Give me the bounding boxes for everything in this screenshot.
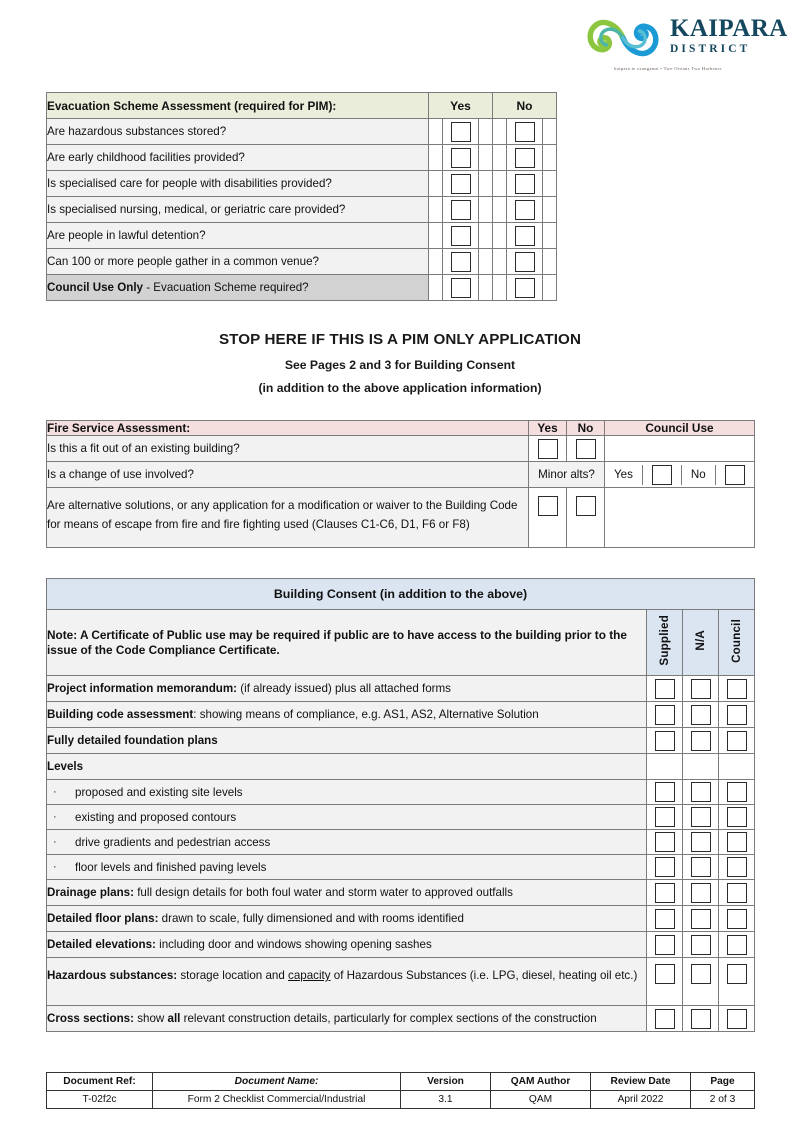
spacer-cell <box>543 223 557 249</box>
footer-header-qam-author: QAM Author <box>491 1073 591 1091</box>
spacer-cell <box>479 249 493 275</box>
checklist-item-bold: Fully detailed foundation plans <box>47 734 218 747</box>
table-row <box>47 830 755 855</box>
spacer-cell <box>479 223 493 249</box>
checklist-item-rest: full design details for both foul water and storm water to approved outfalls <box>133 886 513 899</box>
column-header-no: No <box>567 421 605 436</box>
council-use-only-bold: Council Use Only <box>47 280 143 294</box>
spacer-cell <box>493 275 507 301</box>
checkbox[interactable] <box>691 731 711 751</box>
checklist-bullet-item <box>47 780 647 805</box>
checklist-bullet-label: existing and proposed contours <box>75 810 237 824</box>
checkbox-cell-yes[interactable] <box>443 145 479 171</box>
spacer-cell <box>493 119 507 145</box>
footer-value-document-ref: T-02f2c <box>47 1091 153 1109</box>
checkbox[interactable] <box>727 964 747 984</box>
column-header-council-use: Council Use <box>605 421 755 436</box>
checkbox-cell-no[interactable] <box>567 488 605 548</box>
footer-value-review-date: April 2022 <box>591 1091 691 1109</box>
footer-value-qam-author: QAM <box>491 1091 591 1109</box>
checkbox-cell-council[interactable] <box>719 958 755 1006</box>
checkbox[interactable] <box>655 883 675 903</box>
checkbox[interactable] <box>655 1009 675 1029</box>
document-footer-table <box>46 1072 755 1109</box>
question-label: Is specialised care for people with disabilities provided? <box>47 171 429 197</box>
evacuation-scheme-table <box>46 92 557 301</box>
checklist-item-bold: Detailed elevations: <box>47 938 156 951</box>
spacer-cell <box>429 249 443 275</box>
checkbox-cell-yes[interactable] <box>443 275 479 301</box>
question-label: Are people in lawful detention? <box>47 223 429 249</box>
footer-header-document-ref: Document Ref: <box>47 1073 153 1091</box>
spacer-cell <box>429 145 443 171</box>
checkbox-cell-supplied[interactable] <box>647 880 683 906</box>
checkbox[interactable] <box>538 496 558 516</box>
checkbox-cell-council[interactable] <box>719 728 755 754</box>
spacer-cell <box>543 119 557 145</box>
checkbox[interactable] <box>576 439 596 459</box>
checkbox-cell-na[interactable] <box>683 855 719 880</box>
footer-value-page: 2 of 3 <box>691 1091 755 1109</box>
checkbox-cell-na[interactable] <box>683 805 719 830</box>
checkbox-cell-na[interactable] <box>683 1006 719 1032</box>
checkbox-cell-council-yes[interactable] <box>643 465 681 485</box>
question-label: Is specialised nursing, medical, or geriatric care provided? <box>47 197 429 223</box>
checkbox-cell-no[interactable] <box>507 197 543 223</box>
question-label: Is this a fit out of an existing building? <box>47 436 529 462</box>
checkbox-cell-na[interactable] <box>683 958 719 1006</box>
checkbox-cell-council[interactable] <box>719 1006 755 1032</box>
checklist-item-rest: including door and windows showing opening sashes <box>155 938 432 951</box>
stop-notice-subline-1: See Pages 2 and 3 for Building Consent <box>284 358 516 372</box>
question-label: Can 100 or more people gather in a common venue? <box>47 249 429 275</box>
checkbox[interactable] <box>691 935 711 955</box>
column-header-na-label: N/A <box>693 630 707 651</box>
table-row <box>47 1006 755 1032</box>
checkbox[interactable] <box>451 226 471 246</box>
checkbox[interactable] <box>515 226 535 246</box>
public-use-note: Note: A Certificate of Public use may be required if public are to have access to the building prior to the issue of the Code Compliance Certificate. <box>47 610 647 676</box>
checkbox-cell-yes[interactable] <box>443 171 479 197</box>
checkbox[interactable] <box>515 174 535 194</box>
checkbox-cell-supplied[interactable] <box>647 906 683 932</box>
checkbox[interactable] <box>576 496 596 516</box>
checkbox[interactable] <box>691 832 711 852</box>
council-yes-label: Yes <box>614 467 633 481</box>
checkbox[interactable] <box>655 909 675 929</box>
table-row <box>47 249 557 275</box>
footer-header-page: Page <box>691 1073 755 1091</box>
checkbox[interactable] <box>515 148 535 168</box>
checkbox[interactable] <box>691 807 711 827</box>
checkbox-cell-council-no[interactable] <box>716 465 754 485</box>
column-header-supplied <box>647 610 683 676</box>
council-use-yes-no-cell <box>605 462 755 488</box>
checkbox-cell-na[interactable] <box>683 702 719 728</box>
checklist-item-underlined: capacity <box>288 969 331 982</box>
spacer-cell <box>479 119 493 145</box>
spacer-cell <box>543 275 557 301</box>
checkbox-cell-council[interactable] <box>719 676 755 702</box>
checklist-bullet-label: proposed and existing site levels <box>75 785 243 799</box>
spacer-cell <box>429 223 443 249</box>
council-no-label: No <box>690 467 706 481</box>
minor-alts-label: Minor alts? <box>529 462 605 488</box>
table-header-row <box>47 93 557 119</box>
table-row <box>47 223 557 249</box>
evacuation-header-label: Evacuation Scheme Assessment (required for PIM): <box>47 93 429 119</box>
checkbox-cell-council[interactable] <box>719 906 755 932</box>
checkbox-cell-supplied[interactable] <box>647 805 683 830</box>
checkbox[interactable] <box>515 200 535 220</box>
checkbox-cell-yes[interactable] <box>443 223 479 249</box>
checkbox[interactable] <box>655 832 675 852</box>
bullet-icon: · <box>53 810 57 823</box>
building-consent-title-row <box>47 579 755 610</box>
checkbox-cell-supplied[interactable] <box>647 702 683 728</box>
checkbox-cell-no[interactable] <box>507 145 543 171</box>
checkbox[interactable] <box>655 782 675 802</box>
kaipara-district-logo <box>578 10 788 80</box>
checkbox[interactable] <box>515 252 535 272</box>
table-row <box>47 728 755 754</box>
footer-header-row <box>47 1073 755 1091</box>
question-label: Are alternative solutions, or any application for a modification or waiver to the Building Code for means of escape from fire and fire fighting used (Clauses C1-C6, D1, F6 or F8) <box>47 488 529 548</box>
checkbox-cell-council[interactable] <box>719 780 755 805</box>
checkbox-cell-supplied[interactable] <box>647 958 683 1006</box>
spacer-cell <box>429 275 443 301</box>
checkbox-cell-na[interactable] <box>683 906 719 932</box>
checkbox-cell-no[interactable] <box>507 223 543 249</box>
council-use-only-label <box>47 275 429 301</box>
checkbox-cell-na[interactable] <box>683 728 719 754</box>
checklist-item-bold: Building code assessment <box>47 708 194 721</box>
checkbox-cell-yes[interactable] <box>529 488 567 548</box>
checklist-bullet-label: drive gradients and pedestrian access <box>75 835 271 849</box>
logo-name-secondary: DISTRICT <box>670 43 751 55</box>
checkbox-cell-supplied[interactable] <box>647 855 683 880</box>
table-row <box>47 676 755 702</box>
checklist-item-label <box>47 906 647 932</box>
checkbox[interactable] <box>727 857 747 877</box>
checkbox-cell-na[interactable] <box>683 676 719 702</box>
checklist-item-bold: Project information memorandum: <box>47 682 238 695</box>
spacer-cell <box>493 197 507 223</box>
checklist-item-rest: : showing means of compliance, e.g. AS1, AS2, Alternative Solution <box>193 708 539 721</box>
checkbox-cell-supplied[interactable] <box>647 780 683 805</box>
checklist-item-rest-a: show <box>133 1012 168 1025</box>
checkbox-cell-supplied[interactable] <box>647 830 683 855</box>
checklist-item-label <box>47 932 647 958</box>
question-label: Is a change of use involved? <box>47 462 529 488</box>
spacer-cell <box>479 171 493 197</box>
spacer-cell <box>479 275 493 301</box>
checkbox[interactable] <box>727 782 747 802</box>
checkbox[interactable] <box>691 679 711 699</box>
checkbox-cell-supplied[interactable] <box>647 932 683 958</box>
table-header-row <box>47 421 755 436</box>
checkbox[interactable] <box>451 278 471 298</box>
spacer-cell <box>479 145 493 171</box>
fire-service-assessment-table <box>46 420 755 548</box>
checkbox[interactable] <box>655 705 675 725</box>
checkbox[interactable] <box>727 883 747 903</box>
checklist-item-label <box>47 676 647 702</box>
spacer-cell <box>429 171 443 197</box>
checkbox-cell-council[interactable] <box>719 880 755 906</box>
checklist-item-label <box>47 1006 647 1032</box>
checklist-bullet-item <box>47 830 647 855</box>
checklist-bullet-item <box>47 855 647 880</box>
checkbox[interactable] <box>451 174 471 194</box>
section-row-levels <box>47 754 755 780</box>
checkbox-cell-na[interactable] <box>683 880 719 906</box>
checkbox[interactable] <box>655 807 675 827</box>
checkbox[interactable] <box>725 465 745 485</box>
council-use-row <box>47 275 557 301</box>
fire-header-label: Fire Service Assessment: <box>47 421 529 436</box>
checklist-item-label <box>47 958 647 1006</box>
checklist-item-rest-a: storage location and <box>177 969 289 982</box>
table-row <box>47 958 755 1006</box>
question-label: Are early childhood facilities provided? <box>47 145 429 171</box>
checkbox[interactable] <box>727 679 747 699</box>
footer-header-review-date: Review Date <box>591 1073 691 1091</box>
checklist-item-bold: Detailed floor plans: <box>47 912 159 925</box>
checklist-item-label <box>47 728 647 754</box>
checkbox-cell-no[interactable] <box>507 275 543 301</box>
checkbox[interactable] <box>727 705 747 725</box>
bullet-icon: · <box>53 785 57 798</box>
checkbox[interactable] <box>451 148 471 168</box>
checkbox-cell-council[interactable] <box>719 702 755 728</box>
koru-spiral-icon <box>582 14 664 62</box>
checkbox[interactable] <box>727 731 747 751</box>
checkbox[interactable] <box>655 935 675 955</box>
checklist-item-rest-b: of Hazardous Substances (i.e. LPG, diesel, heating oil etc.) <box>330 969 638 982</box>
checklist-bullet-item <box>47 805 647 830</box>
checkbox-cell-no[interactable] <box>567 436 605 462</box>
checkbox-cell-na[interactable] <box>683 830 719 855</box>
checklist-item-bold: Cross sections: <box>47 1012 134 1025</box>
checkbox-cell-council[interactable] <box>719 932 755 958</box>
checkbox[interactable] <box>691 705 711 725</box>
table-row <box>47 702 755 728</box>
checkbox[interactable] <box>727 832 747 852</box>
checkbox-cell-no[interactable] <box>507 249 543 275</box>
column-header-yes: Yes <box>529 421 567 436</box>
checkbox-cell-council[interactable] <box>719 855 755 880</box>
checkbox[interactable] <box>691 1009 711 1029</box>
column-header-yes: Yes <box>429 93 493 119</box>
checkbox[interactable] <box>727 1009 747 1029</box>
column-header-council-label: Council <box>729 618 743 663</box>
checkbox-cell-yes[interactable] <box>443 119 479 145</box>
spacer-cell <box>493 223 507 249</box>
spacer-cell <box>493 145 507 171</box>
checklist-item-bold-mid: all <box>167 1012 181 1025</box>
spacer-cell <box>429 119 443 145</box>
question-label: Are hazardous substances stored? <box>47 119 429 145</box>
council-use-only-rest: - Evacuation Scheme required? <box>143 280 309 294</box>
checkbox[interactable] <box>652 465 672 485</box>
bullet-icon: · <box>53 835 57 848</box>
table-row <box>47 197 557 223</box>
checkbox-cell-na[interactable] <box>683 780 719 805</box>
checkbox[interactable] <box>538 439 558 459</box>
council-use-cell <box>605 488 755 548</box>
checkbox[interactable] <box>691 782 711 802</box>
checkbox-cell-na[interactable] <box>683 932 719 958</box>
checklist-item-bold: Drainage plans: <box>47 886 134 899</box>
checklist-item-rest: (if already issued) plus all attached forms <box>237 682 451 695</box>
spacer-cell <box>493 249 507 275</box>
table-row <box>47 932 755 958</box>
building-consent-table <box>46 578 755 1032</box>
checklist-item-label <box>47 702 647 728</box>
table-row <box>47 462 755 488</box>
checkbox[interactable] <box>451 122 471 142</box>
table-row <box>47 780 755 805</box>
checkbox[interactable] <box>691 964 711 984</box>
section-heading-levels: Levels <box>47 754 647 780</box>
footer-value-document-name: Form 2 Checklist Commercial/Industrial <box>153 1091 401 1109</box>
checkbox-cell-council[interactable] <box>719 805 755 830</box>
spacer-cell <box>479 197 493 223</box>
logo-tagline: kaipara te oranganui • Two Oceans Two Harbours <box>614 66 722 71</box>
table-row <box>47 145 557 171</box>
spacer-cell <box>493 171 507 197</box>
footer-header-document-name: Document Name: <box>153 1073 401 1091</box>
checkbox[interactable] <box>691 883 711 903</box>
pim-stop-notice <box>0 330 800 397</box>
checklist-item-label <box>47 880 647 906</box>
checkbox[interactable] <box>451 200 471 220</box>
spacer-cell <box>543 171 557 197</box>
table-row <box>47 880 755 906</box>
table-row <box>47 488 755 548</box>
checkbox[interactable] <box>655 731 675 751</box>
spacer-cell <box>543 249 557 275</box>
checkbox[interactable] <box>655 857 675 877</box>
table-row <box>47 855 755 880</box>
column-header-no: No <box>493 93 557 119</box>
footer-header-version: Version <box>401 1073 491 1091</box>
footer-value-version: 3.1 <box>401 1091 491 1109</box>
checkbox[interactable] <box>451 252 471 272</box>
checkbox-cell-council[interactable] <box>719 830 755 855</box>
logo-name-primary: KAIPARA <box>670 15 788 42</box>
checklist-bullet-label: floor levels and finished paving levels <box>75 860 267 874</box>
table-row <box>47 805 755 830</box>
empty-cell <box>683 754 719 780</box>
table-row <box>47 906 755 932</box>
column-header-na <box>683 610 719 676</box>
checkbox[interactable] <box>691 909 711 929</box>
checkbox[interactable] <box>515 122 535 142</box>
checkbox[interactable] <box>515 278 535 298</box>
checkbox[interactable] <box>727 935 747 955</box>
spacer-cell <box>543 197 557 223</box>
table-row <box>47 171 557 197</box>
checkbox-cell-yes[interactable] <box>443 197 479 223</box>
checkbox[interactable] <box>691 857 711 877</box>
empty-cell <box>647 754 683 780</box>
logo-wordmark <box>670 15 788 56</box>
bullet-icon: · <box>53 860 57 873</box>
checkbox-cell-yes[interactable] <box>443 249 479 275</box>
column-header-supplied-label: Supplied <box>657 615 671 666</box>
table-row <box>47 119 557 145</box>
spacer-cell <box>543 145 557 171</box>
checkbox-cell-yes[interactable] <box>529 436 567 462</box>
note-row <box>47 610 755 676</box>
checkbox[interactable] <box>727 807 747 827</box>
checkbox[interactable] <box>727 909 747 929</box>
checklist-item-rest: drawn to scale, fully dimensioned and with rooms identified <box>158 912 464 925</box>
spacer-cell <box>429 197 443 223</box>
checkbox[interactable] <box>655 964 675 984</box>
checkbox-cell-supplied[interactable] <box>647 728 683 754</box>
checklist-item-rest-b: relevant construction details, particularly for complex sections of the construction <box>180 1012 597 1025</box>
stop-notice-heading: STOP HERE IF THIS IS A PIM ONLY APPLICATION <box>218 331 582 348</box>
column-header-council <box>719 610 755 676</box>
footer-value-row <box>47 1091 755 1109</box>
empty-cell <box>719 754 755 780</box>
checkbox-cell-supplied[interactable] <box>647 676 683 702</box>
table-row <box>47 436 755 462</box>
checkbox-cell-no[interactable] <box>507 119 543 145</box>
checklist-item-bold: Hazardous substances: <box>47 969 178 982</box>
checkbox-cell-no[interactable] <box>507 171 543 197</box>
building-consent-title: Building Consent (in addition to the above) <box>47 579 755 610</box>
checkbox[interactable] <box>655 679 675 699</box>
stop-notice-subline-2: (in addition to the above application information) <box>258 381 542 395</box>
council-use-cell <box>605 436 755 462</box>
checkbox-cell-supplied[interactable] <box>647 1006 683 1032</box>
